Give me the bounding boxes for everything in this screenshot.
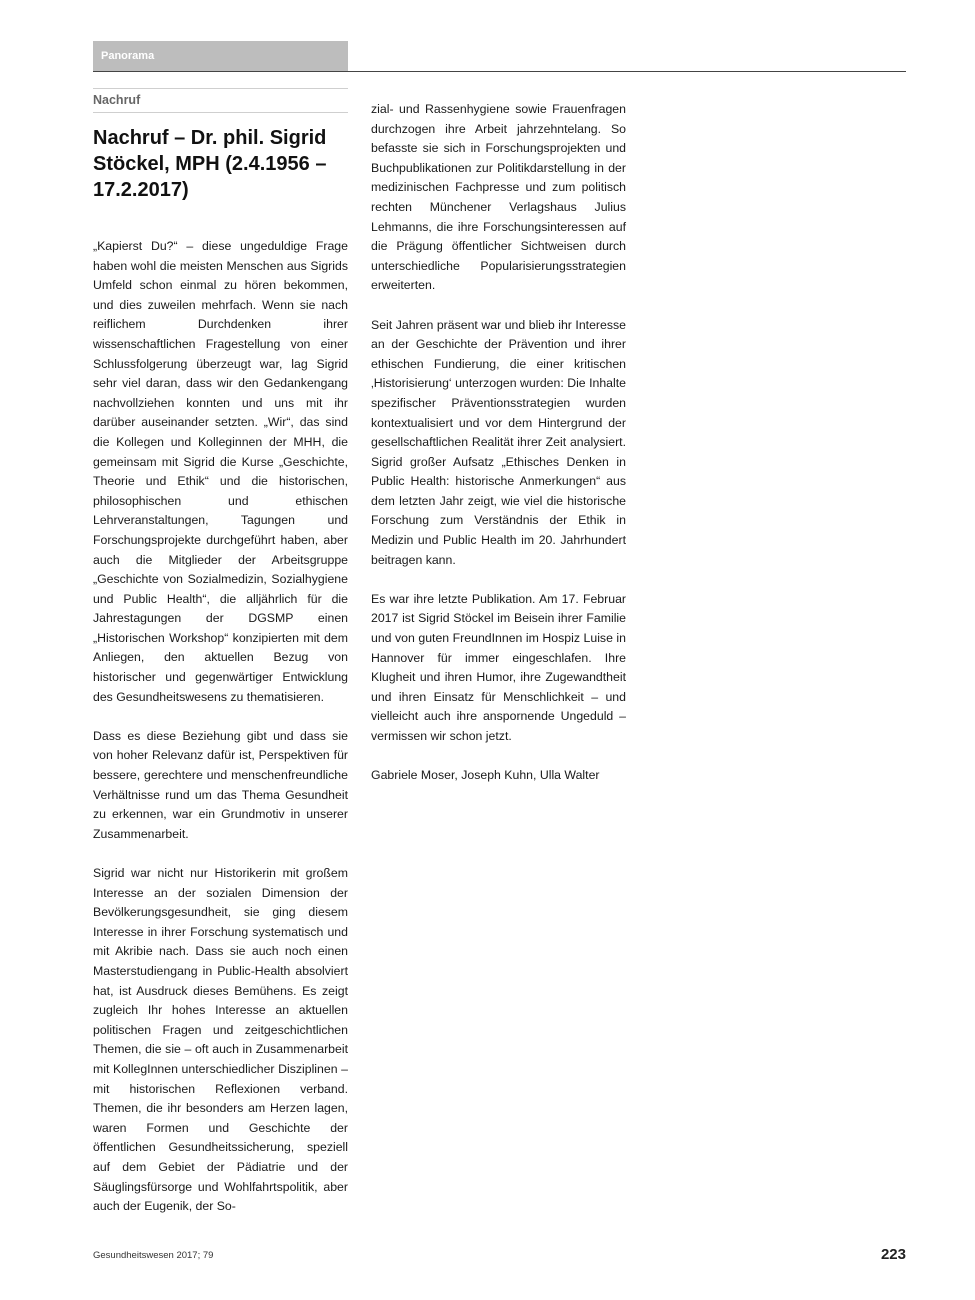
right-column xyxy=(371,100,626,805)
article-category: Nachruf xyxy=(93,88,348,113)
journal-citation: Gesundheitswesen 2017; 79 xyxy=(93,1250,214,1261)
author-signature: Gabriele Moser, Joseph Kuhn, Ulla Walter xyxy=(371,768,600,783)
section-label: Panorama xyxy=(101,50,155,62)
header-rule xyxy=(93,71,906,72)
body-paragraph: Seit Jahren präsent war und blieb ihr Interesse an der Geschichte der Prävention und ihrer ethischen Fundierung, die einer kritischen ‚Historisierung‘ unterzogen wurden: Die Inhalte spezifischer Präventionsstrategien wurden kontextualisiert und vor dem Hintergrund der gesellschaftlichen Realität ihrer Zeit analysiert. Sigrid großer Aufsatz „Ethisches Denken in Public Health: historische Anmerkungen“ aus dem letzten Jahr zeigt, wie viel die historische Forschung zum Verständnis der Ethik in Medizin und Public Health im 20. Jahrhundert beitragen kann. xyxy=(371,317,626,567)
left-column xyxy=(93,88,348,1236)
body-paragraph: Sigrid war nicht nur Historikerin mit großem Interesse an der sozialen Dimension der Bevölkerungsgesundheit, sie ging diesem Interesse in ihrer Forschung systematisch und mit Akribie nach. Dass sie auch noch einen Masterstudiengang in Public-Health absolviert hat, ist Ausdruck dieses Bemühens. Es zeigt zugleich Ihr hohes Interesse an aktuellen politischen Fragen und zeitgeschichtlichen Themen, die sie – oft auch in Zusammenarbeit mit KollegInnen unterschiedlicher Disziplinen – mit historischen Reflexionen verband. Themen, die ihr besonders am Herzen lagen, waren Formen und Geschichte der öffentlichen Gesundheitssicherung, speziell auf dem Gebiet der Pädiatrie und der Säuglingsfürsorge und Wohlfahrtspolitik, aber auch der Eugenik, der So- xyxy=(93,866,348,1214)
body-paragraph: zial- und Rassenhygiene sowie Frauenfragen durchzogen ihre Arbeit jahrzehntelang. So befasste sie sich in Forschungsprojekten und Buchpublikationen zur Politikdarstellung in der medizinischen Fachpresse und zum politisch rechten Münchener Verlagshaus Julius Lehmanns, die ihre Forschungsinteressen auf die Prägung öffentlicher Sichtweisen durch unterschiedliche Popularisierungsstrategien erweiterten. xyxy=(371,102,626,293)
page-number: 223 xyxy=(880,1246,906,1263)
section-tab xyxy=(93,41,348,71)
article-title: Nachruf – Dr. phil. Sigrid Stöckel, MPH (2.4.1956 – 17.2.2017) xyxy=(93,127,327,201)
body-paragraph: „Kapierst Du?“ – diese ungeduldige Frage haben wohl die meisten Menschen aus Sigrids Umfeld schon einmal zu hören bekommen, und dies zuweilen mehrfach. Wenn sie nach reiflichem Durchdenken ihrer wissenschaftlichen Fragestellung von einer Schlussfolgerung überzeugt war, lag Sigrid sehr viel daran, dass wir den Gedankengang nachvollziehen konnten und uns mit ihr darüber auseinander setzten. „Wir“, das sind die Kollegen und Kolleginnen der MHH, die gemeinsam mit Sigrid die Kurse „Geschichte, Theorie und Ethik“ und die historischen, philosophischen und ethischen Lehrveranstaltungen, Tagungen und Forschungsprojekte durchgeführt haben, aber auch die Mitglieder der Arbeitsgruppe „Geschichte von Sozialmedizin, Sozialhygiene und Public Health“, die alljährlich für die Jahrestagungen der DGSMP einen „Historischen Workshop“ konzipierten mit dem Anliegen, den aktuellen Bezug von historischer und gegenwärtiger Entwicklung des Gesundheitswesens zu thematisieren. xyxy=(93,239,348,704)
body-paragraph: Dass es diese Beziehung gibt und dass sie von hoher Relevanz dafür ist, Perspektiven für bessere, gerechtere und menschenfreundliche Verhältnisse rund um das Thema Gesundheit zu erkennen, war ein Grundmotiv in unserer Zusammenarbeit. xyxy=(93,728,348,841)
body-paragraph: Es war ihre letzte Publikation. Am 17. Februar 2017 ist Sigrid Stöckel im Beisein ihrer Familie und von guten FreundInnen im Hospiz Luise in Hannover für immer eingeschlafen. Ihre Klugheit und ihren Humor, ihre Zugewandtheit und ihren Einsatz für Menschlichkeit – und vielleicht auch ihre anspornende Ungeduld – vermissen wir schon jetzt. xyxy=(371,591,626,743)
